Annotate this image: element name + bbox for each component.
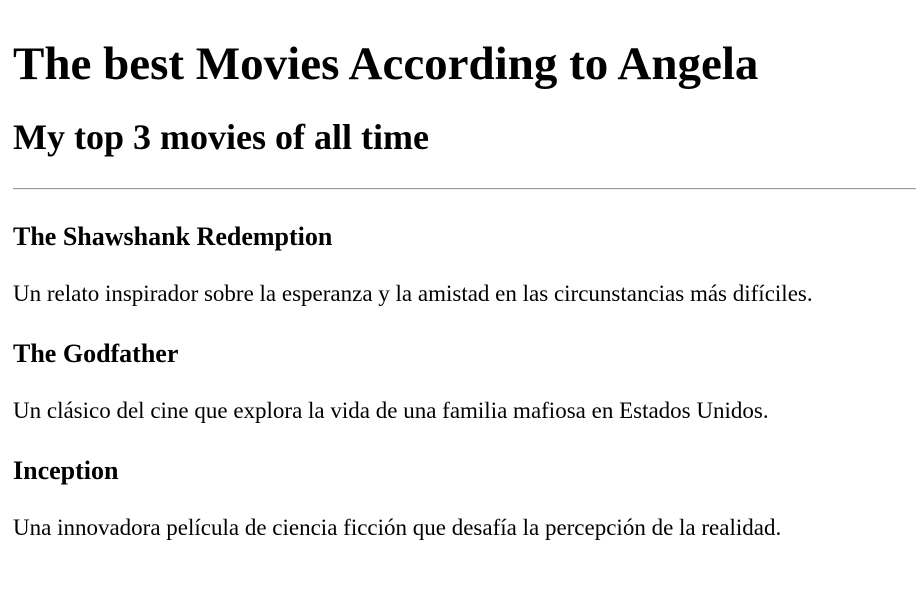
- movie-title: Inception: [13, 456, 119, 485]
- movie-item: [13, 308, 916, 425]
- movie-title: The Godfather: [13, 339, 179, 368]
- movie-item: [13, 425, 916, 542]
- movie-title: The Shawshank Redemption: [13, 222, 333, 251]
- movie-description: Un relato inspirador sobre la esperanza y la amistad en las circunstancias más difíciles.: [13, 281, 813, 306]
- page-title: The best Movies According to Angela: [13, 38, 759, 90]
- page-subtitle: My top 3 movies of all time: [13, 117, 429, 157]
- movie-item: [13, 190, 916, 308]
- movie-description: Una innovadora película de ciencia ficción que desafía la percepción de la realidad.: [13, 515, 782, 540]
- movie-description: Un clásico del cine que explora la vida de una familia mafiosa en Estados Unidos.: [13, 398, 769, 423]
